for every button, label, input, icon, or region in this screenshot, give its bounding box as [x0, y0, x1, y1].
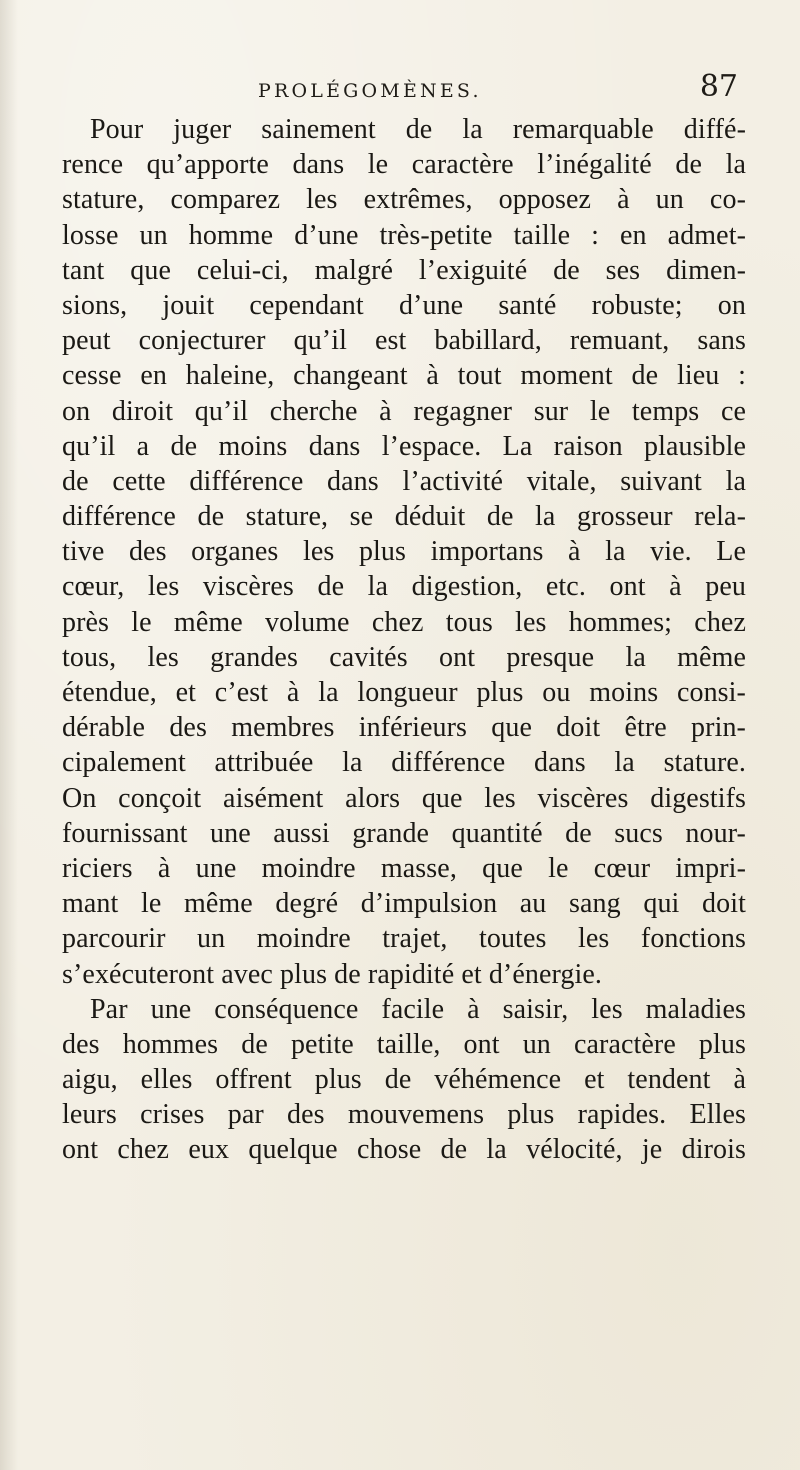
text-line: différence de stature, se déduit de la grosseur rela-	[62, 501, 746, 533]
paragraph-2	[62, 992, 746, 1168]
text-line: cipalement attribuée la différence dans la stature.	[62, 747, 746, 779]
text-line: on diroit qu’il cherche à regagner sur le temps ce	[62, 395, 746, 427]
text-line: dérable des membres inférieurs que doit être prin-	[62, 712, 746, 744]
running-head: PROLÉGOMÈNES.	[258, 80, 482, 102]
body-text	[62, 112, 746, 1168]
text-line: cœur, les viscères de la digestion, etc. ont à peu	[62, 571, 746, 603]
text-line: losse un homme d’une très-petite taille : en admet-	[62, 219, 746, 251]
text-line: On conçoit aisément alors que les viscères digestifs	[62, 782, 746, 814]
text-line: cesse en haleine, changeant à tout moment de lieu :	[62, 360, 746, 392]
text-line: étendue, et c’est à la longueur plus ou moins consi-	[62, 677, 746, 708]
text-line: près le même volume chez tous les hommes; chez	[62, 606, 746, 638]
text-line: ont chez eux quelque chose de la vélocité, je dirois	[62, 1134, 746, 1166]
text-line: des hommes de petite taille, ont un caractère plus	[62, 1028, 746, 1060]
text-line: qu’il a de moins dans l’espace. La raison plausible	[62, 430, 746, 462]
text-line: riciers à une moindre masse, que le cœur impri-	[62, 852, 746, 884]
text-line: rence qu’apporte dans le caractère l’inégalité de la	[62, 149, 746, 181]
text-line: mant le même degré d’impulsion au sang qui doit	[62, 888, 746, 920]
page-number: 87	[699, 69, 738, 104]
text-line: sions, jouit cependant d’une santé robuste; on	[62, 289, 746, 321]
text-line: tous, les grandes cavités ont presque la même	[62, 641, 746, 673]
text-line: Pour juger sainement de la remarquable diffé-	[90, 114, 746, 145]
text-line: tant que celui-ci, malgré l’exiguité de ses dimen-	[62, 254, 746, 286]
text-line: leurs crises par des mouvemens plus rapides. Elles	[62, 1099, 746, 1131]
text-line: parcourir un moindre trajet, toutes les fonctions	[62, 923, 746, 955]
page-gutter-shadow	[0, 0, 18, 1470]
text-line: peut conjecturer qu’il est babillard, remuant, sans	[62, 325, 746, 357]
text-line: fournissant une aussi grande quantité de sucs nour-	[62, 817, 746, 849]
text-line: s’exécuteront avec plus de rapidité et d’énergie.	[62, 958, 603, 990]
text-line: tive des organes les plus importans à la vie. Le	[62, 536, 746, 568]
text-line: de cette différence dans l’activité vitale, suivant la	[62, 465, 746, 497]
text-line: stature, comparez les extrêmes, opposez à un co-	[62, 184, 746, 216]
text-line: Par une conséquence facile à saisir, les maladies	[90, 993, 746, 1025]
page-header	[258, 69, 738, 112]
paragraph-1	[62, 112, 746, 992]
text-line: aigu, elles offrent plus de véhémence et tendent à	[62, 1064, 746, 1096]
